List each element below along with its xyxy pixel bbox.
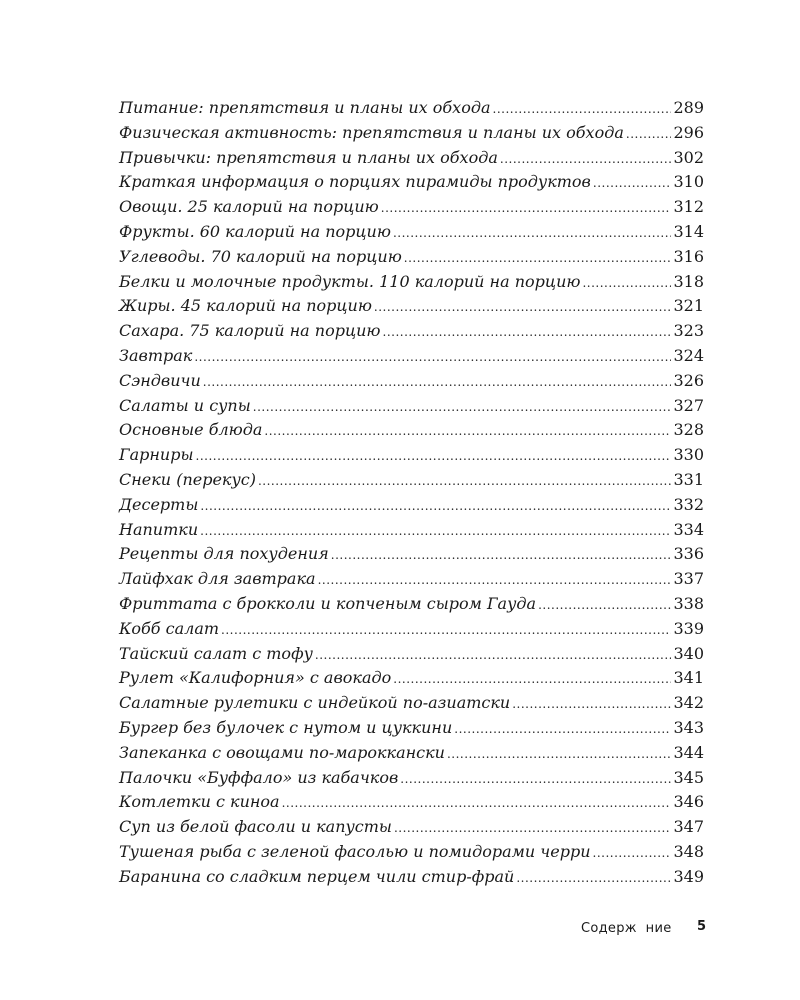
toc-entry	[119, 121, 704, 146]
toc-entry-page: 337	[673, 569, 704, 589]
toc-entry-title: Овощи. 25 калорий на порцию	[119, 197, 379, 217]
toc-entry	[119, 642, 704, 667]
dot-leader	[374, 295, 672, 320]
toc-entry-title: Лайфхак для завтрака	[119, 569, 316, 589]
page-number: 5	[697, 919, 707, 934]
toc-entry-title: Привычки: препятствия и планы их обхода	[119, 147, 498, 167]
toc-entry-title: Напитки	[119, 519, 199, 539]
toc-entry-title: Фрукты. 60 калорий на порцию	[119, 221, 391, 241]
toc-entry-page: 334	[673, 519, 704, 539]
toc-entry	[119, 245, 704, 270]
toc-entry-title: Углеводы. 70 калорий на порцию	[119, 246, 402, 266]
dot-leader	[318, 568, 672, 593]
toc-entry-page: 310	[673, 172, 704, 192]
dot-leader	[258, 469, 671, 494]
toc-entry	[119, 691, 704, 716]
toc-entry	[119, 741, 704, 766]
toc-entry-title: Рецепты для похудения	[119, 544, 329, 564]
toc-entry	[119, 815, 704, 840]
dot-leader	[447, 742, 671, 767]
toc-entry-title: Белки и молочные продукты. 110 калорий на порцию	[119, 271, 581, 291]
toc-entry-title: Краткая информация о порциях пирамиды продуктов	[119, 172, 591, 192]
toc-entry	[119, 716, 704, 741]
dot-leader	[593, 171, 672, 196]
toc-entry-title: Завтрак	[119, 345, 193, 365]
toc-entry-title: Суп из белой фасоли и капусты	[119, 817, 392, 837]
dot-leader	[315, 643, 672, 668]
toc-entry-page: 331	[673, 469, 704, 489]
toc-entry-page: 302	[673, 147, 704, 167]
dot-leader	[282, 791, 672, 816]
toc-entry	[119, 369, 704, 394]
toc-entry-page: 314	[673, 221, 704, 241]
toc-entry-title: Гарниры	[119, 445, 194, 465]
toc-entry-title: Основные блюда	[119, 420, 263, 440]
toc-entry-page: 332	[673, 494, 704, 514]
toc-entry-page: 339	[673, 618, 704, 638]
table-of-contents	[119, 96, 704, 890]
dot-leader	[393, 221, 672, 246]
toc-entry-title: Запеканка с овощами по-мароккански	[119, 742, 445, 762]
toc-entry-title: Физическая активность: препятствия и планы их обхода	[119, 122, 624, 142]
dot-leader	[500, 147, 672, 172]
toc-entry-page: 349	[673, 866, 704, 886]
toc-entry-page: 321	[673, 296, 704, 316]
dot-leader	[538, 593, 671, 618]
dot-leader	[400, 767, 671, 792]
toc-entry-page: 340	[673, 643, 704, 663]
toc-entry	[119, 270, 704, 295]
dot-leader	[264, 419, 671, 444]
toc-entry	[119, 766, 704, 791]
dot-leader	[383, 320, 672, 345]
toc-entry-title: Бургер без булочек с нутом и цуккини	[119, 717, 453, 737]
dot-leader	[381, 196, 672, 221]
dot-leader	[512, 692, 671, 717]
toc-entry	[119, 394, 704, 419]
dot-leader	[493, 97, 672, 122]
toc-entry-title: Тайский салат с тофу	[119, 643, 313, 663]
dot-leader	[194, 345, 671, 370]
toc-entry-page: 312	[673, 197, 704, 217]
toc-entry	[119, 418, 704, 443]
toc-entry	[119, 518, 704, 543]
toc-entry-title: Сахара. 75 калорий на порцию	[119, 321, 381, 341]
toc-entry	[119, 96, 704, 121]
toc-entry-title: Салатные рулетики с индейкой по-азиатски	[119, 693, 511, 713]
toc-entry-page: 341	[673, 668, 704, 688]
toc-entry	[119, 666, 704, 691]
dot-leader	[221, 618, 671, 643]
toc-entry-title: Фриттата с брокколи и копченым сыром Гауда	[119, 593, 537, 613]
toc-entry-title: Тушеная рыба с зеленой фасолью и помидорами черри	[119, 841, 591, 861]
toc-entry-page: 344	[673, 742, 704, 762]
toc-entry	[119, 170, 704, 195]
toc-entry	[119, 443, 704, 468]
toc-entry-title: Сэндвичи	[119, 370, 201, 390]
toc-entry-page: 330	[673, 445, 704, 465]
toc-entry	[119, 790, 704, 815]
toc-entry-title: Снеки (перекус)	[119, 469, 256, 489]
dot-leader	[454, 717, 671, 742]
toc-entry-page: 336	[673, 544, 704, 564]
running-footer-section: Содерж ние	[581, 921, 672, 936]
toc-entry-title: Котлетки с киноа	[119, 792, 280, 812]
dot-leader	[516, 866, 671, 891]
toc-entry-title: Салаты и супы	[119, 395, 251, 415]
toc-entry-page: 296	[673, 122, 704, 142]
toc-entry-page: 342	[673, 693, 704, 713]
toc-entry-title: Десерты	[119, 494, 199, 514]
toc-entry	[119, 220, 704, 245]
toc-entry	[119, 319, 704, 344]
toc-entry	[119, 195, 704, 220]
dot-leader	[196, 444, 672, 469]
toc-entry-page: 348	[673, 841, 704, 861]
dot-leader	[393, 667, 671, 692]
toc-entry-page: 347	[673, 817, 704, 837]
toc-entry-page: 338	[673, 593, 704, 613]
toc-entry-page: 289	[673, 98, 704, 117]
toc-entry	[119, 840, 704, 865]
toc-entry-page: 318	[673, 271, 704, 291]
toc-entry-page: 324	[673, 345, 704, 365]
toc-entry	[119, 542, 704, 567]
toc-entry-page: 345	[673, 767, 704, 787]
toc-entry	[119, 592, 704, 617]
dot-leader	[253, 395, 672, 420]
dot-leader	[200, 494, 671, 519]
toc-entry-title: Рулет «Калифорния» с авокадо	[119, 668, 392, 688]
toc-entry-page: 328	[673, 420, 704, 440]
toc-entry-page: 323	[673, 321, 704, 341]
dot-leader	[626, 122, 672, 147]
toc-entry-page: 316	[673, 246, 704, 266]
toc-entry-title: Жиры. 45 калорий на порцию	[119, 296, 372, 316]
toc-entry-page: 326	[673, 370, 704, 390]
toc-entry	[119, 865, 704, 890]
dot-leader	[203, 370, 672, 395]
toc-entry-title: Палочки «Буффало» из кабачков	[119, 767, 399, 787]
toc-entry-page: 327	[673, 395, 704, 415]
dot-leader	[394, 816, 672, 841]
toc-entry	[119, 493, 704, 518]
dot-leader	[200, 519, 671, 544]
toc-entry	[119, 567, 704, 592]
dot-leader	[404, 246, 672, 271]
dot-leader	[331, 543, 672, 568]
toc-entry-title: Кобб салат	[119, 618, 220, 638]
toc-entry	[119, 468, 704, 493]
dot-leader	[582, 271, 671, 296]
toc-entry-page: 343	[673, 717, 704, 737]
toc-entry-title: Баранина со сладким перцем чили стир-фрай	[119, 866, 515, 886]
toc-entry-title: Питание: препятствия и планы их обхода	[119, 98, 491, 117]
toc-entry	[119, 146, 704, 171]
toc-entry	[119, 617, 704, 642]
toc-entry	[119, 294, 704, 319]
dot-leader	[593, 841, 672, 866]
toc-entry-page: 346	[673, 792, 704, 812]
toc-entry	[119, 344, 704, 369]
